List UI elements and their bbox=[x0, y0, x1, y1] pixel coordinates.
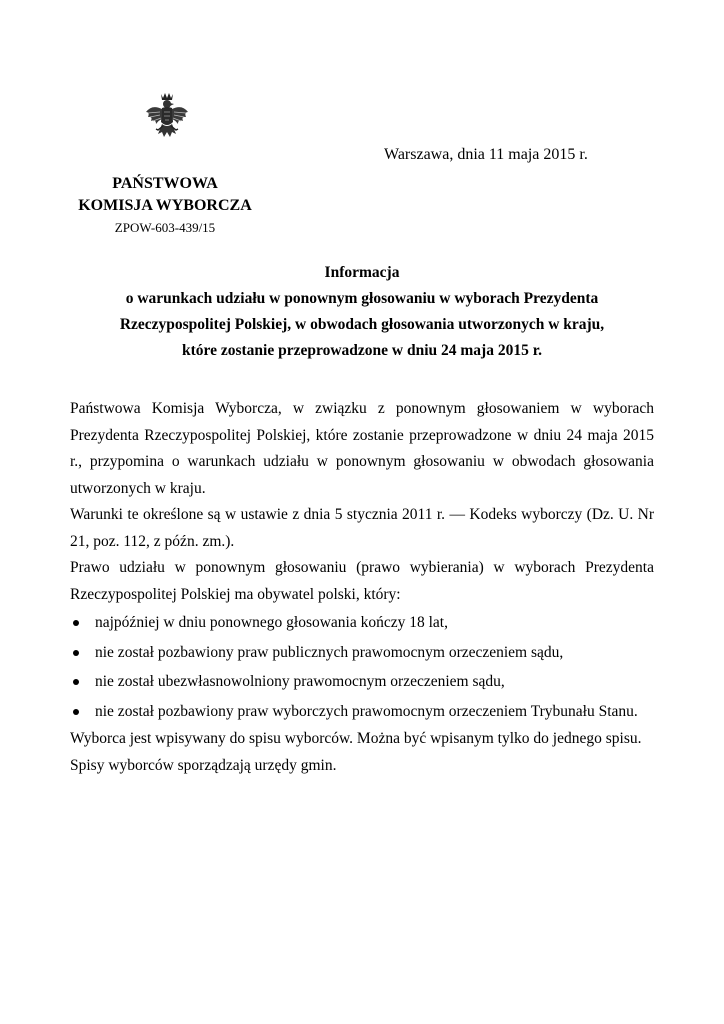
list-item bbox=[70, 697, 654, 727]
bullet-icon bbox=[73, 620, 79, 626]
body-paragraph-5: Spisy wyborców sporządzają urzędy gmin. bbox=[70, 756, 337, 774]
list-item bbox=[70, 608, 654, 638]
body-paragraph-4: Wyborca jest wpisywany do spisu wyborców. Można być wpisanym tylko do jednego spisu. bbox=[70, 730, 642, 747]
title-line-4: które zostanie przeprowadzone w dniu 24 maja 2015 r. bbox=[181, 342, 543, 359]
list-item-text: nie został pozbawiony praw wyborczych prawomocnym orzeczeniem Trybunału Stanu. bbox=[95, 702, 638, 720]
list-item bbox=[70, 667, 654, 697]
list-item-text: nie został ubezwłasnowolniony prawomocnym orzeczeniem sądu, bbox=[95, 673, 505, 690]
bullet-icon bbox=[73, 709, 79, 715]
title-line-3: Rzeczypospolitej Polskiej, w obwodach głosowania utworzonych w kraju, bbox=[119, 316, 605, 333]
title-line-2: o warunkach udziału w ponownym głosowaniu w wyborach Prezydenta bbox=[125, 290, 599, 307]
institution-name-line2: KOMISJA WYBORCZA bbox=[78, 197, 252, 214]
body-paragraph-2: Warunki te określone są w ustawie z dnia 5 stycznia 2011 r. — Kodeks wyborczy (Dz. U. Nr 21, poz. 112, z późn. zm.). bbox=[70, 506, 654, 550]
reference-number: ZPOW-603-439/15 bbox=[114, 220, 216, 235]
body-paragraph-1: Państwowa Komisja Wyborcza, w związku z ponownym głosowaniem w wyborach Prezydenta Rzeczypospolitej Polskiej, które zostanie przeprowadzone w dniu 24 maja 2015 r., przypomina o warunkach udziału w ponownym głosowaniu w obwodach głosowania utworzonych w kraju. bbox=[70, 400, 654, 497]
eligibility-conditions-list bbox=[70, 608, 654, 726]
bullet-icon bbox=[73, 650, 79, 656]
polish-eagle-emblem-icon bbox=[144, 90, 190, 144]
issuing-institution bbox=[60, 173, 270, 217]
body-paragraph-3: Prawo udziału w ponownym głosowaniu (prawo wybierania) w wyborach Prezydenta Rzeczypospolitej Polskiej ma obywatel polski, który: bbox=[70, 559, 654, 603]
institution-name-line1: PAŃSTWOWA bbox=[112, 175, 218, 192]
bullet-icon bbox=[73, 679, 79, 685]
list-item-text: najpóźniej w dniu ponownego głosowania kończy 18 lat, bbox=[95, 614, 448, 631]
title-line-1: Informacja bbox=[324, 264, 400, 281]
document-title bbox=[60, 260, 664, 364]
list-item bbox=[70, 638, 654, 668]
list-item-text: nie został pozbawiony praw publicznych prawomocnym orzeczeniem sądu, bbox=[95, 643, 564, 661]
document-body bbox=[70, 396, 654, 779]
document-date: Warszawa, dnia 11 maja 2015 r. bbox=[384, 146, 588, 163]
